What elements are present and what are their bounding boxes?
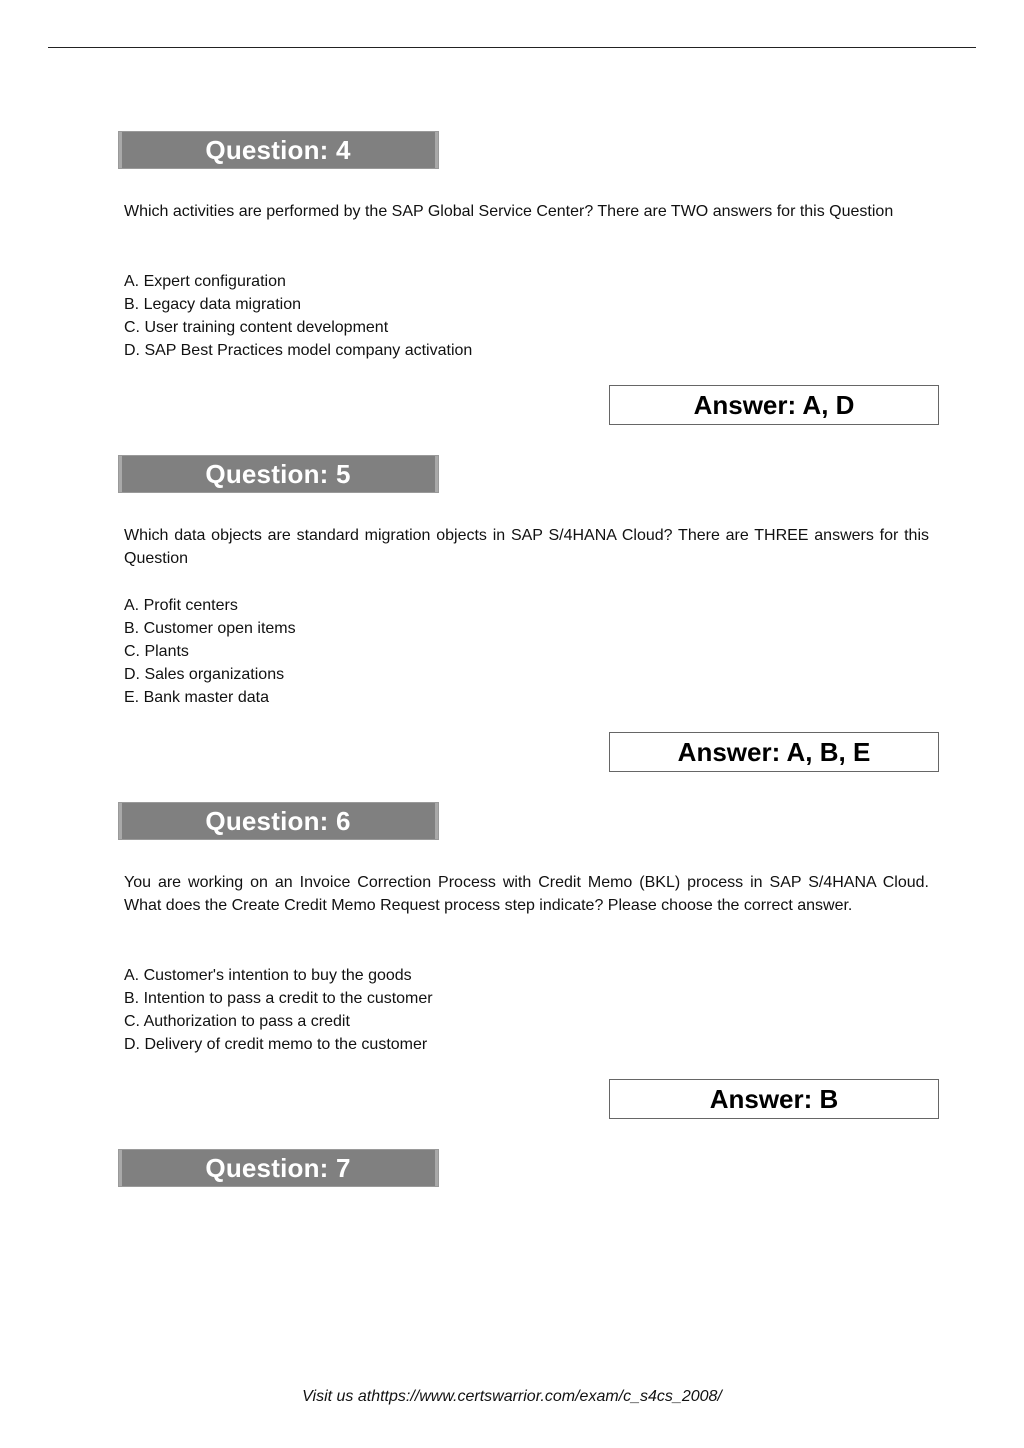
option-item: C. Authorization to pass a credit — [124, 1013, 350, 1030]
option-list — [124, 270, 824, 362]
option-item: D. SAP Best Practices model company activation — [124, 342, 473, 359]
option-item: D. Sales organizations — [124, 666, 285, 683]
option-item: A. Customer's intention to buy the goods — [124, 967, 412, 984]
option-item: B. Legacy data migration — [124, 296, 301, 313]
option-item: E. Bank master data — [124, 689, 269, 706]
option-item: C. User training content development — [124, 319, 389, 336]
top-divider — [48, 47, 976, 48]
answer-box: Answer: B — [609, 1079, 939, 1119]
question-header: Question: 7 — [118, 1149, 439, 1187]
question-text: You are working on an Invoice Correction Process with Credit Memo (BKL) process in SAP S/4HANA Cloud. What does the Create Credit Memo Request process step indicate? Please choose the correct answer. — [124, 874, 929, 914]
option-list — [124, 594, 824, 709]
answer-box: Answer: A, B, E — [609, 732, 939, 772]
question-text: Which activities are performed by the SAP Global Service Center? There are TWO answers for this Question — [124, 203, 894, 220]
option-list — [124, 964, 824, 1056]
option-item: C. Plants — [124, 643, 189, 660]
option-item: B. Intention to pass a credit to the customer — [124, 990, 433, 1007]
footer-visit-link-text: Visit us athttps://www.certswarrior.com/exam/c_s4cs_2008/ — [302, 1388, 722, 1405]
question-text: Which data objects are standard migration objects in SAP S/4HANA Cloud? There are THREE answers for this Question — [124, 527, 929, 567]
option-item: A. Profit centers — [124, 597, 238, 614]
option-item: D. Delivery of credit memo to the customer — [124, 1036, 428, 1053]
question-header: Question: 5 — [118, 455, 439, 493]
option-item: A. Expert configuration — [124, 273, 286, 290]
question-header: Question: 4 — [118, 131, 439, 169]
option-item: B. Customer open items — [124, 620, 296, 637]
answer-box: Answer: A, D — [609, 385, 939, 425]
question-header: Question: 6 — [118, 802, 439, 840]
